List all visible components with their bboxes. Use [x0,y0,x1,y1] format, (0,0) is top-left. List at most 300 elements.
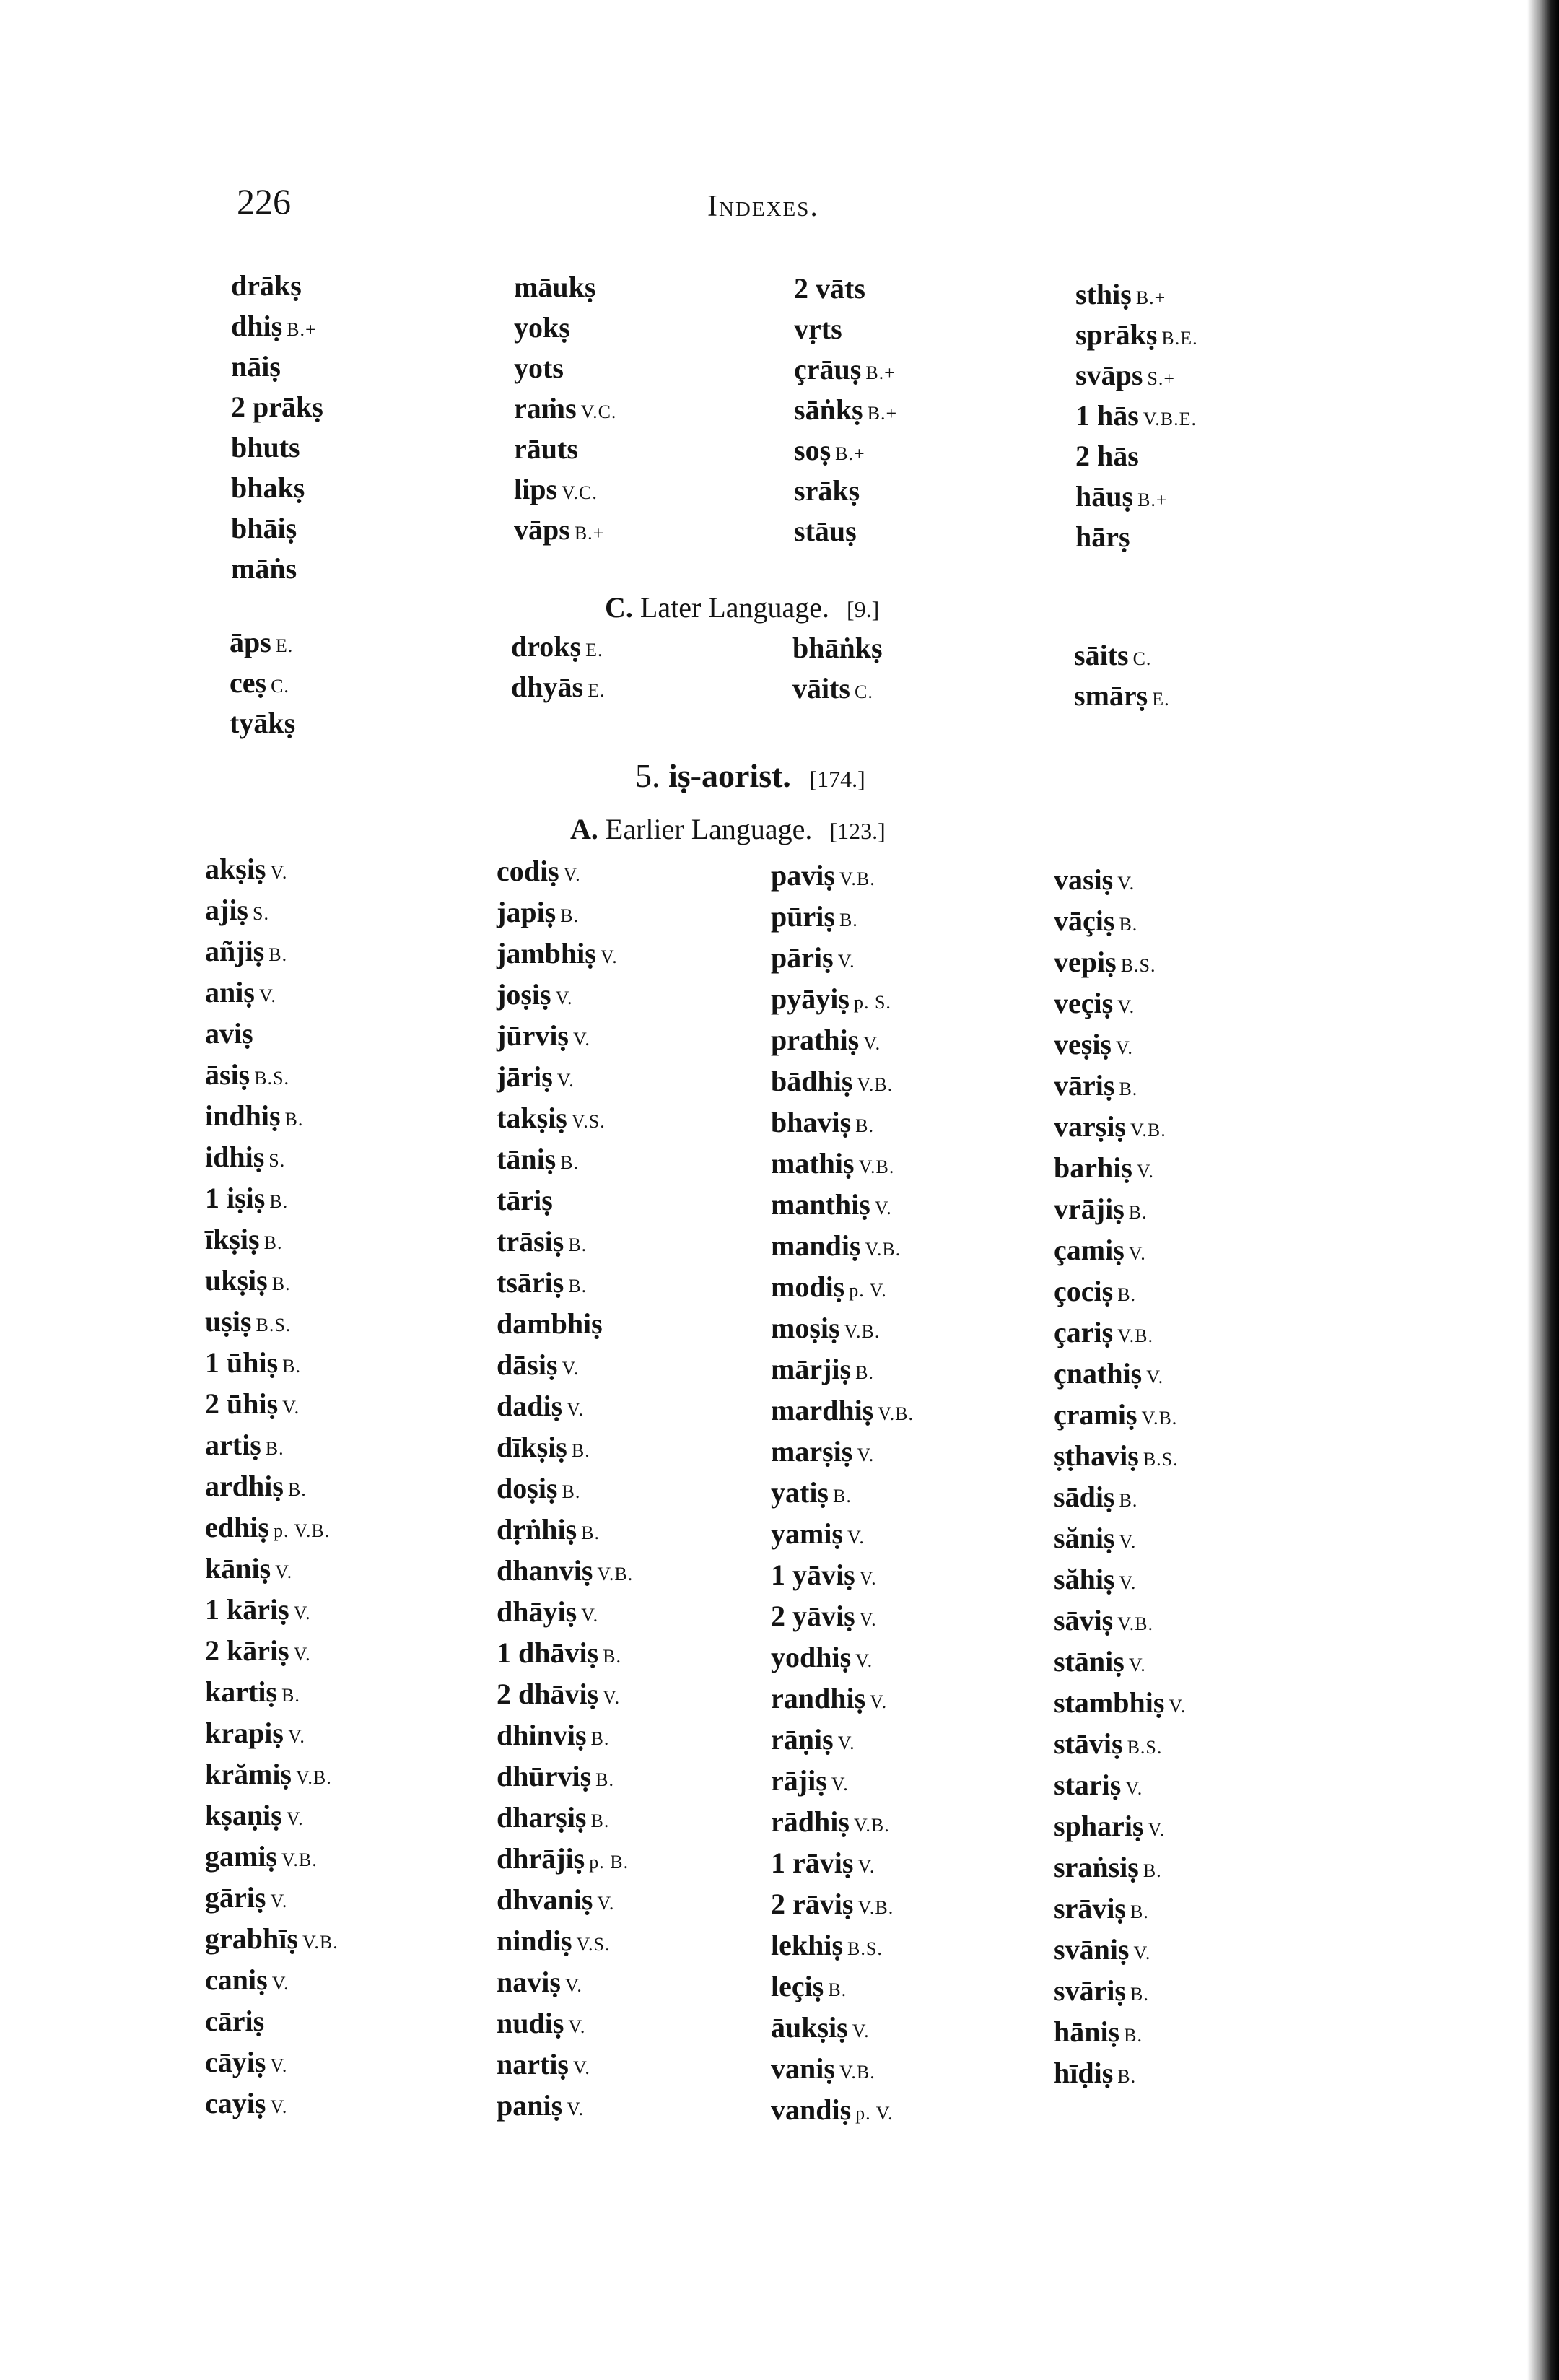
entry-word: dhvaniṣ [497,1883,593,1916]
index-entry [497,1426,633,1468]
entry-word: srāviṣ [1054,1892,1126,1925]
index-entry [794,390,897,430]
index-entry [771,1266,914,1307]
entry-word: krapiṣ [205,1717,284,1749]
entry-word: svāps [1075,359,1143,391]
entry-word: 2 hās [1075,440,1139,472]
entry-source: B. [562,1481,581,1502]
index-entry [1054,1106,1186,1147]
index-entry [794,349,897,390]
index-entry [794,269,897,309]
index-entry [497,1138,633,1180]
entry-word: māukṣ [514,271,596,303]
entry-word: bhāiṣ [231,512,297,544]
entry-word: 2 ūhiṣ [205,1387,279,1420]
entry-source: V.C. [580,401,617,422]
entry-word: aniṣ [205,976,255,1008]
entry-source: B. [281,1685,300,1706]
index-entry [1054,1970,1186,2011]
entry-word: tyākṣ [230,707,296,739]
entry-source: V. [286,1808,304,1829]
index-entry [205,1630,339,1671]
entry-word: nāiṣ [231,350,281,383]
index-entry [1054,982,1186,1024]
entry-source: B.S. [1143,1449,1179,1470]
index-entry [497,1879,633,1920]
entry-source: V. [270,1891,288,1912]
index-entry [511,667,605,707]
entry-word: indhiṣ [205,1099,281,1132]
later-col-4 [1074,635,1170,716]
entry-word: drokṣ [511,630,582,663]
entry-source: V. [870,1691,888,1712]
entry-source: V. [1148,1819,1166,1840]
entry-source: B.S. [1127,1737,1163,1758]
index-entry [230,703,295,744]
entry-source: V. [567,2098,585,2119]
entry-word: 1 kāriṣ [205,1593,289,1626]
entry-word: 1 dhāviṣ [497,1636,599,1669]
index-entry [771,1472,914,1513]
index-entry [794,471,897,511]
entry-source: S.+ [1147,368,1176,389]
index-entry [497,1056,633,1097]
entry-source: E. [588,680,606,701]
entry-word: sraṅsiṣ [1054,1851,1139,1883]
index-entry [771,1143,914,1184]
index-entry [231,468,323,508]
earlier-heading-ref: [123.] [829,818,886,844]
section-5-number: 5. [635,757,660,794]
entry-word: 2 vāts [794,272,865,305]
entry-word: varṣiṣ [1054,1110,1126,1143]
index-entry [230,622,295,663]
index-entry [771,1925,914,1966]
entry-source: B. [1124,2025,1143,2046]
entry-word: takṣiṣ [497,1102,567,1134]
entry-word: yokṣ [514,311,570,344]
entry-source: V. [859,1568,877,1589]
entry-source: V. [852,2021,870,2041]
entry-source: B.+ [867,403,898,424]
index-entry [792,668,883,709]
entry-source: B. [265,1438,284,1459]
index-entry [230,663,295,703]
entry-source: V.B. [844,1321,881,1342]
entry-source: V. [831,1774,849,1795]
entry-word: çnathiṣ [1054,1357,1143,1390]
index-entry [497,1920,633,1961]
entry-source: B. [571,1440,590,1461]
index-entry [771,2048,914,2089]
entry-word: lips [514,473,558,505]
entry-word: añjiṣ [205,935,265,967]
entry-word: dhrājiṣ [497,1842,585,1875]
index-entry [1054,1270,1186,1312]
entry-word: stāviṣ [1054,1727,1123,1760]
entry-source: V. [293,1644,311,1665]
entry-source: V.B. [853,1815,890,1836]
entry-word: naviṣ [497,1966,561,1998]
index-entry [497,1591,633,1632]
entry-source: V.B. [839,2062,875,2083]
index-entry [1054,1805,1186,1847]
index-entry [771,1636,914,1678]
entry-word: çariṣ [1054,1316,1114,1348]
index-entry [1054,1147,1186,1188]
index-entry [1075,436,1198,476]
entry-word: ṣṭhaviṣ [1054,1439,1139,1472]
index-entry [1075,315,1198,355]
top-col-4 [1075,274,1198,557]
index-entry [205,1177,339,1219]
index-entry [794,511,897,552]
index-entry [771,2089,914,2130]
index-entry [771,1102,914,1143]
entry-source: B. [855,1115,875,1136]
entry-source: B. [568,1276,588,1296]
entry-word: vepiṣ [1054,946,1117,978]
later-language-heading [605,590,879,624]
index-entry [1054,941,1186,982]
entry-source: V.C. [562,482,598,503]
entry-word: 2 dhāviṣ [497,1678,599,1710]
entry-word: āsiṣ [205,1058,250,1091]
index-entry [205,2000,339,2041]
index-entry [771,1225,914,1266]
index-entry [497,1714,633,1756]
entry-word: codiṣ [497,855,559,887]
top-col-1 [231,266,323,589]
entry-word: mārjiṣ [771,1353,852,1385]
index-entry [205,930,339,972]
entry-word: moṣiṣ [771,1312,840,1344]
entry-word: dṛṅhiṣ [497,1513,577,1546]
entry-word: soṣ [794,434,831,466]
entry-source: B. [1119,914,1138,935]
entry-source: V. [270,2096,288,2117]
entry-word: vaniṣ [771,2052,835,2085]
later-col-1 [230,622,295,744]
entry-source: B. [828,1979,847,2000]
entry-word: hārṣ [1075,520,1130,553]
entry-word: dhāyiṣ [497,1595,577,1628]
aorist-col-4 [1054,859,1186,2093]
index-entry [205,2041,339,2083]
index-entry [497,933,633,974]
entry-source: V. [282,1397,300,1418]
index-entry [771,1595,914,1636]
section-5-ref: [174.] [809,766,865,792]
index-entry [497,1385,633,1426]
entry-source: B. [269,1191,289,1212]
index-entry [231,387,323,427]
index-entry [1074,676,1170,716]
entry-source: V. [562,1358,580,1379]
index-entry [514,267,616,308]
entry-word: dhanviṣ [497,1554,593,1587]
index-entry [771,1678,914,1719]
entry-source: V. [1117,873,1135,894]
index-entry [1054,1929,1186,1970]
entry-source: V.B. [857,1074,894,1095]
entry-word: jāriṣ [497,1060,553,1093]
index-entry [497,1468,633,1509]
entry-word: jambhiṣ [497,937,596,969]
entry-source: B. [855,1362,874,1383]
entry-source: V. [567,1399,585,1420]
entry-word: ajiṣ [205,894,248,926]
index-entry [205,972,339,1013]
index-entry [794,309,897,349]
entry-source: V. [847,1527,865,1548]
entry-word: stambhiṣ [1054,1686,1165,1719]
entry-word: pūriṣ [771,900,835,933]
entry-word: 2 rāviṣ [771,1888,854,1920]
entry-word: yamiṣ [771,1517,843,1550]
entry-word: īkṣiṣ [205,1223,260,1255]
entry-word: ceṣ [230,666,267,699]
index-entry [1054,1188,1186,1229]
entry-source: V. [563,864,581,885]
entry-word: svāriṣ [1054,1974,1126,2007]
entry-source: V. [1146,1366,1164,1387]
index-entry [205,1877,339,1918]
index-entry [1054,1517,1186,1559]
entry-word: 1 iṣiṣ [205,1182,266,1214]
entry-source: B.S. [256,1315,292,1335]
index-entry [231,508,323,549]
entry-source: B. [560,1152,580,1173]
index-entry [205,1054,339,1095]
index-entry [497,1673,633,1714]
entry-source: V. [1133,1943,1151,1963]
index-entry [231,427,323,468]
index-entry [771,1554,914,1595]
index-entry [771,1719,914,1760]
entry-source: B. [1117,2066,1137,2087]
entry-word: tāniṣ [497,1143,556,1175]
entry-source: V. [271,1973,289,1994]
index-entry [1054,2011,1186,2052]
index-entry [205,1219,339,1260]
entry-word: stariṣ [1054,1769,1122,1801]
entry-word: āukṣiṣ [771,2011,848,2044]
index-entry [497,1097,633,1138]
entry-word: hāuṣ [1075,480,1134,513]
index-entry [205,1918,339,1959]
index-entry [205,1836,339,1877]
entry-source: V. [863,1033,881,1054]
entry-source: B. [1128,1202,1148,1223]
entry-word: dhinviṣ [497,1719,587,1751]
entry-source: p. V. [855,2103,894,2124]
index-entry [205,1671,339,1712]
entry-source: V. [857,1444,875,1465]
entry-word: bādhiṣ [771,1065,853,1097]
index-entry [497,1180,633,1221]
entry-word: tsāriṣ [497,1266,564,1299]
entry-word: bhāṅkṣ [792,632,883,664]
entry-word: çociṣ [1054,1275,1114,1307]
top-col-2 [514,267,616,550]
index-entry [497,1303,633,1344]
index-entry [1054,1353,1186,1394]
entry-word: paniṣ [497,2089,563,2122]
earlier-language-heading [570,812,886,846]
index-entry [1075,355,1198,396]
entry-word: sphariṣ [1054,1810,1144,1842]
index-entry [771,1513,914,1554]
index-entry [205,1589,339,1630]
index-entry [497,1797,633,1838]
index-entry [205,1465,339,1507]
entry-word: randhiṣ [771,1682,866,1714]
entry-word: manthiṣ [771,1188,870,1221]
entry-word: 2 yāviṣ [771,1600,855,1632]
entry-word: cāriṣ [205,2005,265,2037]
entry-source: V. [287,1726,305,1747]
entry-word: stāniṣ [1054,1645,1125,1678]
index-entry [1054,1312,1186,1353]
entry-word: ukṣiṣ [205,1264,268,1296]
index-entry [1054,1559,1186,1600]
entry-word: mathiṣ [771,1147,855,1180]
later-col-3 [792,628,883,709]
entry-word: sādiṣ [1054,1481,1115,1513]
index-entry [514,429,616,469]
index-entry [497,1550,633,1591]
entry-word: yots [514,352,564,384]
entry-source: E. [1152,689,1170,710]
entry-word: jūrviṣ [497,1019,569,1052]
page-edge-shadow [1527,0,1559,2380]
index-entry [771,2007,914,2048]
entry-source: B. [833,1486,852,1507]
entry-word: modiṣ [771,1270,845,1303]
entry-word: hīḍiṣ [1054,2057,1114,2089]
entry-word: leçiṣ [771,1970,824,2002]
entry-word: gāriṣ [205,1881,266,1914]
entry-word: pyāyiṣ [771,982,850,1015]
entry-source: V.B. [1130,1120,1166,1141]
entry-word: pāriṣ [771,941,834,974]
index-entry [497,2044,633,2085]
entry-word: vāriṣ [1054,1069,1115,1102]
entry-source: V.B. [302,1932,339,1953]
later-col-2 [511,627,605,707]
aorist-col-2 [497,850,633,2126]
index-entry [205,1301,339,1342]
index-entry [1054,1641,1186,1682]
entry-word: trāsiṣ [497,1225,564,1257]
entry-word: dhiṣ [231,310,283,342]
entry-source: V.B.E. [1143,409,1197,430]
index-entry [511,627,605,667]
entry-word: dīkṣiṣ [497,1431,567,1463]
entry-word: veṣiṣ [1054,1028,1112,1060]
entry-word: yodhiṣ [771,1641,852,1673]
index-entry [1074,635,1170,676]
later-heading-ref: [9.] [846,596,880,622]
index-entry [205,1795,339,1836]
entry-source: B. [568,1234,588,1255]
entry-word: 1 rāviṣ [771,1847,854,1879]
entry-source: C. [1132,648,1152,669]
entry-source: V. [275,1561,293,1582]
entry-source: B. [603,1646,622,1667]
entry-source: V. [1119,1572,1137,1593]
entry-word: kāniṣ [205,1552,271,1585]
entry-source: B. [1119,1078,1138,1099]
entry-source: V. [564,1975,582,1996]
entry-source: B. [1117,1284,1137,1305]
entry-word: rāuts [514,432,578,465]
entry-word: akṣiṣ [205,853,266,885]
entry-word: dadiṣ [497,1390,563,1422]
entry-source: V. [270,2055,288,2076]
entry-word: sāṅkṣ [794,393,863,426]
entry-word: rājiṣ [771,1764,827,1797]
index-entry [514,510,616,550]
entry-source: B. [284,1109,304,1130]
entry-source: V.B. [839,868,875,889]
index-entry [205,1383,339,1424]
index-entry [514,469,616,510]
entry-source: B. [590,1810,610,1831]
index-entry [771,978,914,1019]
entry-word: cayiṣ [205,2087,266,2119]
index-entry [497,2085,633,2126]
entry-source: B.+ [835,443,865,464]
entry-source: V. [555,988,573,1008]
index-entry [1054,900,1186,941]
entry-source: p. S. [853,992,891,1013]
entry-word: marṣiṣ [771,1435,853,1468]
entry-word: doṣiṣ [497,1472,558,1504]
entry-word: yatiṣ [771,1476,829,1509]
entry-word: smārṣ [1074,679,1148,712]
entry-word: 2 kāriṣ [205,1634,289,1667]
index-entry [497,1756,633,1797]
index-entry [205,1095,339,1136]
index-entry [205,848,339,889]
entry-word: 1 hās [1075,399,1139,432]
page-number: 226 [237,181,291,222]
entry-word: veçiṣ [1054,987,1114,1019]
entry-source: V.B. [597,1564,634,1585]
index-entry [771,1307,914,1348]
entry-word: dāsiṣ [497,1348,558,1381]
entry-word: nudiṣ [497,2007,564,2039]
index-entry [1054,1682,1186,1723]
entry-word: vasiṣ [1054,863,1114,896]
entry-source: B. [271,1273,291,1294]
entry-word: săhiṣ [1054,1563,1115,1595]
index-entry [231,346,323,387]
index-entry [771,1842,914,1883]
later-heading-letter: C. [605,591,633,624]
entry-source: V. [859,1609,877,1630]
index-entry [771,1801,914,1842]
index-entry [231,306,323,346]
index-entry [771,896,914,937]
entry-word: nindiṣ [497,1925,572,1957]
entry-word: cāyiṣ [205,2046,266,2078]
index-entry [1054,1065,1186,1106]
index-entry [1054,1229,1186,1270]
entry-source: B.+ [1137,489,1168,510]
